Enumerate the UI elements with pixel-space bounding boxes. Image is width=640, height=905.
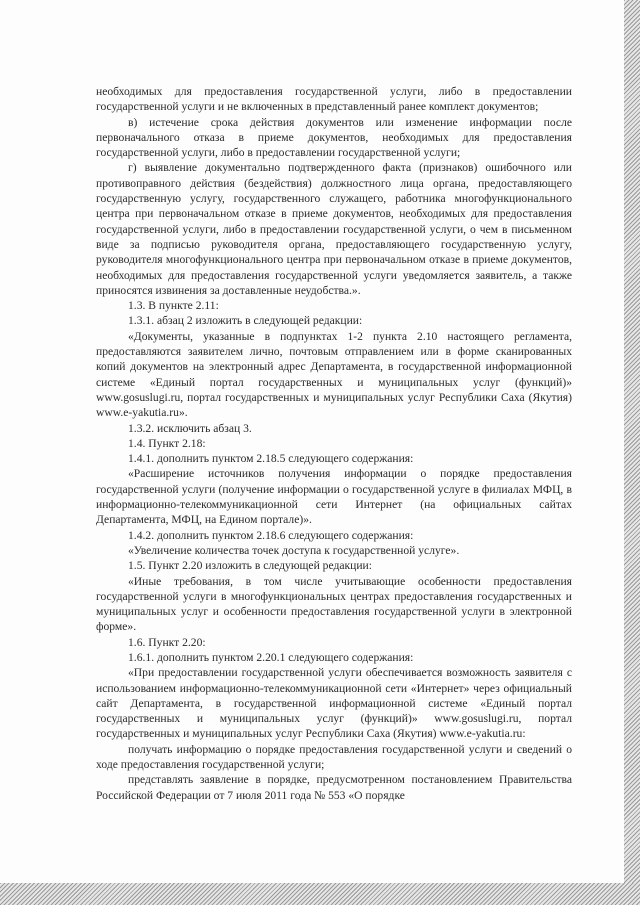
document-paragraph: «Увеличение количества точек доступа к государственной услуге». <box>128 543 460 557</box>
document-paragraph: в) истечение срока действия документов или изменение информации после первоначального отказа в приеме документов, необходимых для предоставления государственной услуги, либо в предоставлении государственной услуги; <box>96 115 572 160</box>
document-paragraph: «Документы, указанные в подпунктах 1-2 пункта 2.10 настоящего регламента, предоставляются заявителем лично, почтовым отправлением или в форме сканированных копий документов на электронный адрес Департамента, в государственной информационной системе «Единый портал государственных и муниципальных услуг (функций)» www.gosuslugi.ru, портал государственных и муниципальных услуг Республики Саха (Якутия) www.e-yakutia.ru». <box>96 329 572 420</box>
document-paragraph: представлять заявление в порядке, предусмотренном постановлением Правительства Российской Федерации от 7 июля 2011 года № 553 «О порядке <box>96 773 572 802</box>
document-paragraph: необходимых для предоставления государственной услуги, либо в предоставлении государственной услуги и не включенных в представленный ранее комплект документов; <box>96 85 572 114</box>
document-paragraph: «Расширение источников получения информации о порядке предоставления государственной услуги (получение информации о государственной услуге в филиалах МФЦ, в информационно-телекоммуникационной сети Интернет (на официальных сайтах Департамента, МФЦ, на Едином портале)». <box>96 467 572 527</box>
scan-edge-bottom <box>0 883 640 905</box>
document-paragraph: 1.3.2. исключить абзац 3. <box>128 421 252 435</box>
document-paragraph: г) выявление документально подтвержденного факта (признаков) ошибочного или противоправного действия (бездействия) должностного лица органа, предоставляющего государственную услугу, государственного служащего, работника многофункционального центра при первоначальном отказе в приеме документов, необходимых для предоставления государственной услуги, либо в предоставлении государственной услуги, о чем в письменном виде за подписью руководителя органа, предоставляющего государственную услугу, руководителя многофункционального центра при первоначальном отказе в приеме документов, необходимых для предоставления государственной услуги уведомляется заявитель, а также приносятся извинения за доставленные неудобства.». <box>96 161 572 297</box>
document-paragraph: 1.3. В пункте 2.11: <box>128 299 219 313</box>
document-paragraph: получать информацию о порядке предоставления государственной услуги и сведений о ходе предоставления государственной услуги; <box>96 742 572 772</box>
scan-edge-right <box>624 0 640 905</box>
document-paragraph: «При предоставлении государственной услуги обеспечивается возможность заявителя с использованием информационно-телекоммуникационной сети «Интернет» через официальный сайт Департамента, в государственной информационной системе «Единый портал государственных и муниципальных услуг (функций)» www.gosuslugi.ru, портал государственных и муниципальных услуг Республики Саха (Якутия) www.e-yakutia.ru: <box>96 666 572 741</box>
document-paragraph: 1.4. Пункт 2.18: <box>128 436 206 450</box>
document-paragraph: 1.6. Пункт 2.20: <box>128 635 206 649</box>
document-paragraph: 1.4.1. дополнить пунктом 2.18.5 следующего содержания: <box>128 452 414 466</box>
document-paragraph: 1.6.1. дополнить пунктом 2.20.1 следующего содержания: <box>128 650 414 664</box>
document-paragraph: 1.4.2. дополнить пунктом 2.18.6 следующего содержания: <box>128 528 414 542</box>
document-paragraph: «Иные требования, в том числе учитывающие особенности предоставления государственной услуги в многофункциональных центрах предоставления государственных и муниципальных услуг и особенности предоставления государственной услуги в электронной форме». <box>96 574 572 634</box>
document-paragraph: 1.3.1. абзац 2 изложить в следующей редакции: <box>128 314 363 328</box>
document-paragraph: 1.5. Пункт 2.20 изложить в следующей редакции: <box>128 559 372 573</box>
document-page <box>96 84 572 803</box>
